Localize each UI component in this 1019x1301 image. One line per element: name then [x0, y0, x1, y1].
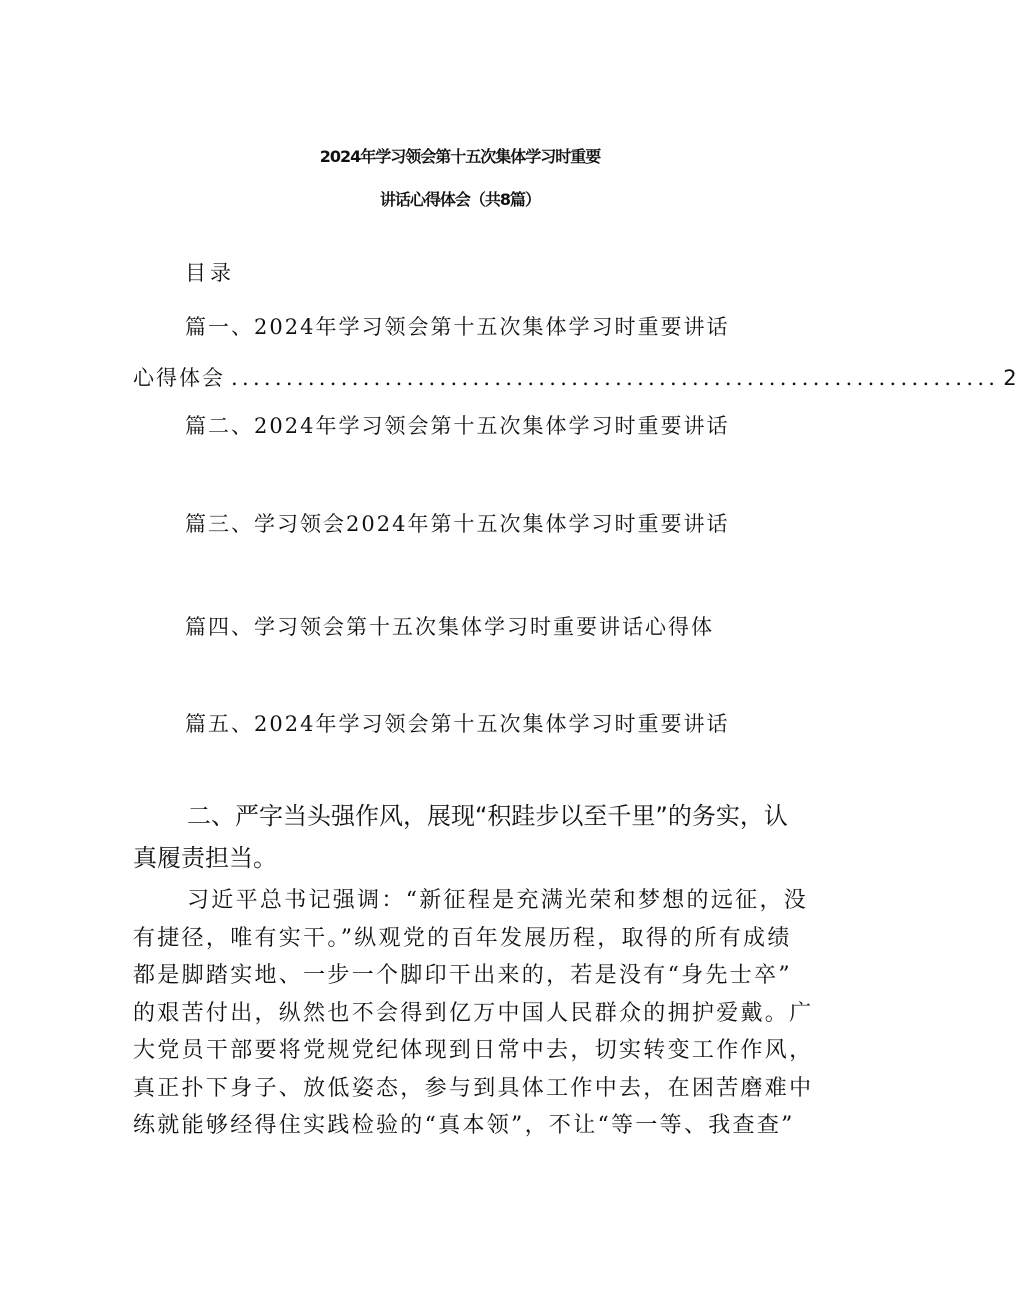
- toc-label: 目录: [185, 261, 235, 285]
- toc-entry-3[interactable]: 篇三、学习领会2024年第十五次集体学习时重要讲话: [185, 512, 730, 536]
- document-title-line-1: 2024年学习领会第十五次集体学习时重要: [319, 147, 601, 166]
- toc-leader-dots: ......................................................................: [231, 366, 1000, 390]
- section-heading-line-1: 二、严字当头强作风，展现“积跬步以至千里”的务实，认: [187, 802, 788, 830]
- toc-entry-2[interactable]: 篇二、2024年学习领会第十五次集体学习时重要讲话: [185, 414, 730, 438]
- toc-entry-1-page-number: 2: [1003, 366, 1019, 390]
- toc-entry-4[interactable]: 篇四、学习领会第十五次集体学习时重要讲话心得体: [185, 615, 714, 639]
- paragraph-line: 有捷径，唯有实干。”纵观党的百年发展历程，取得的所有成绩: [133, 926, 792, 951]
- paragraph-line: 练就能够经得住实践检验的“真本领”，不让“等一等、我查查”: [133, 1113, 795, 1138]
- paragraph-line: 大党员干部要将党规党纪体现到日常中去，切实转变工作作风，: [133, 1038, 814, 1063]
- section-heading-line-2: 真履责担当。: [133, 844, 277, 872]
- toc-entry-1[interactable]: 篇一、2024年学习领会第十五次集体学习时重要讲话: [185, 315, 730, 339]
- paragraph-line: 习近平总书记强调：“新征程是充满光荣和梦想的远征，没: [187, 888, 809, 913]
- toc-entry-1-continuation-line[interactable]: [133, 364, 1019, 392]
- toc-entry-5[interactable]: 篇五、2024年学习领会第十五次集体学习时重要讲话: [185, 712, 730, 736]
- document-title-line-2: 讲话心得体会（共8篇）: [379, 190, 541, 209]
- paragraph-line: 都是脚踏实地、一步一个脚印干出来的，若是没有“身先士卒”: [133, 963, 792, 988]
- paragraph-line: 的艰苦付出，纵然也不会得到亿万中国人民群众的拥护爱戴。广: [133, 1001, 814, 1026]
- toc-entry-1-continuation: 心得体会: [133, 366, 225, 390]
- paragraph-line: 真正扑下身子、放低姿态，参与到具体工作中去，在困苦磨难中: [133, 1076, 814, 1101]
